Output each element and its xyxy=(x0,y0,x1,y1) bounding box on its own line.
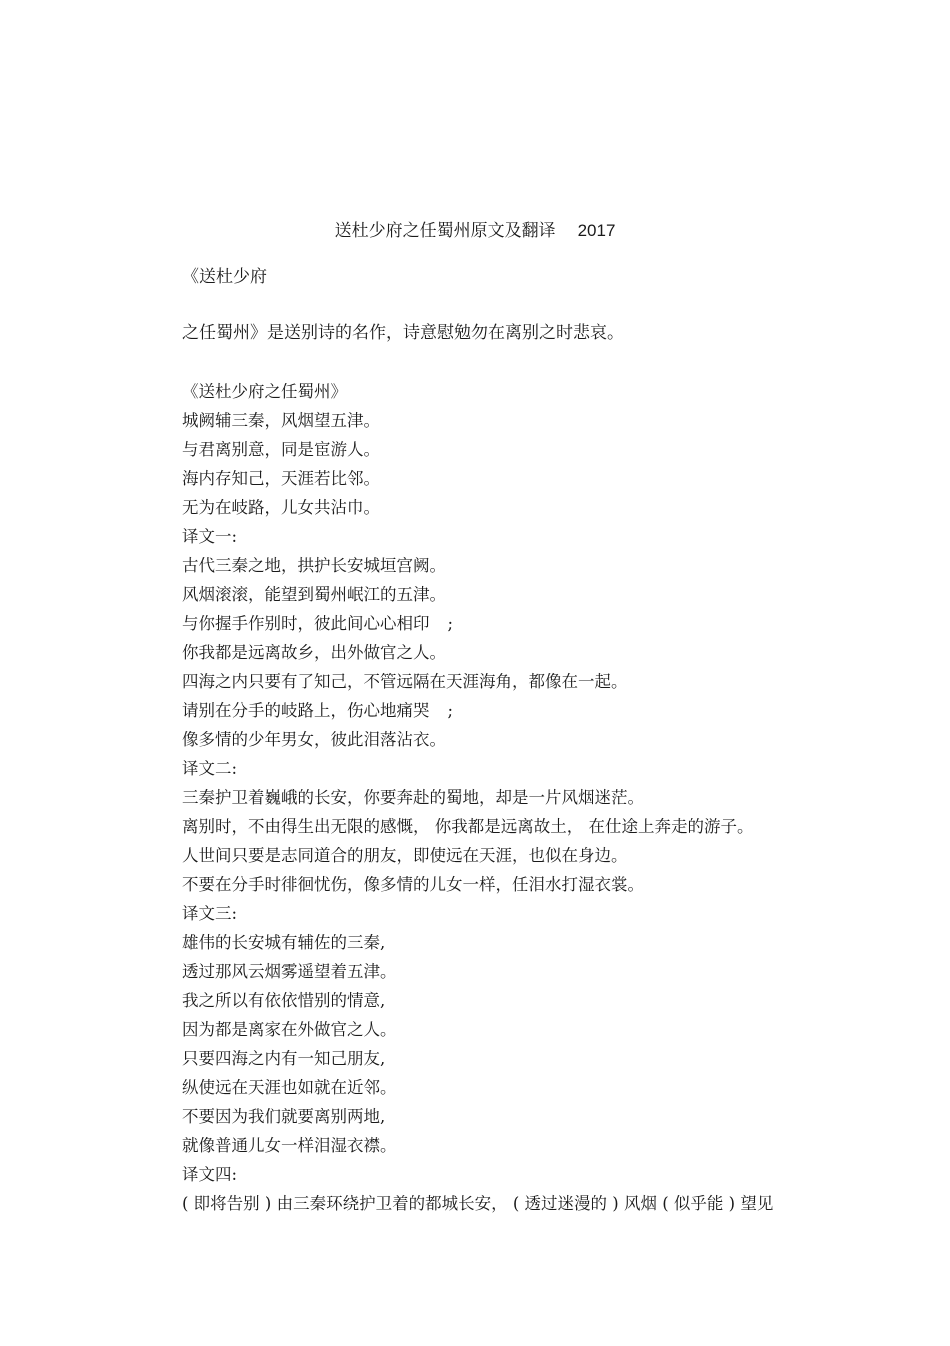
translation-line: 古代三秦之地，拱护长安城垣宫阙。 xyxy=(182,556,446,575)
translation-line: 你我都是远离故乡，出外做官之人。 xyxy=(182,643,446,662)
translation-text: 请别在分手的岐路上，伤心地痛哭 xyxy=(182,701,430,720)
translation-line: 透过那风云烟雾遥望着五津。 xyxy=(182,962,397,981)
translation-line: 只要四海之内有一知己朋友, xyxy=(182,1049,386,1068)
translation-line: 不要在分手时徘徊忧伤，像多情的儿女一样，任泪水打湿衣裳。 xyxy=(182,875,644,894)
intro-line-1: 《送杜少府 xyxy=(182,267,267,287)
poem-and-translations xyxy=(182,377,882,1218)
translation-line: 像多情的少年男女，彼此泪落沾衣。 xyxy=(182,730,446,749)
translation-line: 风烟滚滚，能望到蜀州岷江的五津。 xyxy=(182,585,446,604)
section-heading: 译文四: xyxy=(182,1165,238,1184)
line-suffix: ; xyxy=(447,701,454,720)
translation-line: 离别时，不由得生出无限的感慨， 你我都是远离故土， 在仕途上奔走的游子。 xyxy=(182,817,754,836)
translation-line xyxy=(182,696,882,725)
translation-line: 不要因为我们就要离别两地, xyxy=(182,1107,386,1126)
translation-line: 就像普通儿女一样泪湿衣襟。 xyxy=(182,1136,397,1155)
translation-line: ( 即将告别 ) 由三秦环绕护卫着的都城长安， ( 透过迷漫的 ) 风烟 ( 似乎能 ) 望见 xyxy=(182,1194,774,1213)
translation-line: 四海之内只要有了知己，不管远隔在天涯海角，都像在一起。 xyxy=(182,672,628,691)
translation-line: 三秦护卫着巍峨的长安，你要奔赴的蜀地，却是一片风烟迷茫。 xyxy=(182,788,644,807)
translation-line: 我之所以有依依惜别的情意, xyxy=(182,991,386,1010)
section-heading: 译文一: xyxy=(182,527,238,546)
document-title xyxy=(0,218,950,244)
translation-text: 与你握手作别时，彼此间心心相印 xyxy=(182,614,430,633)
poem-line: 无为在岐路，儿女共沾巾。 xyxy=(182,498,380,517)
section-heading: 译文三: xyxy=(182,904,238,923)
line-suffix: ; xyxy=(447,614,454,633)
poem-heading: 《送杜少府之任蜀州》 xyxy=(182,382,347,401)
title-text: 送杜少府之任蜀州原文及翻译 xyxy=(334,221,556,241)
title-year: 2017 xyxy=(577,221,616,240)
translation-line xyxy=(182,609,882,638)
translation-line: 雄伟的长安城有辅佐的三秦, xyxy=(182,933,386,952)
section-heading: 译文二: xyxy=(182,759,238,778)
poem-line: 城阙辅三秦，风烟望五津。 xyxy=(182,411,380,430)
poem-line: 海内存知己，天涯若比邻。 xyxy=(182,469,380,488)
translation-line: 人世间只要是志同道合的朋友，即使远在天涯，也似在身边。 xyxy=(182,846,628,865)
intro-line-2: 之任蜀州》是送别诗的名作，诗意慰勉勿在离别之时悲哀。 xyxy=(182,323,624,343)
translation-line: 因为都是离家在外做官之人。 xyxy=(182,1020,397,1039)
poem-line: 与君离别意，同是宦游人。 xyxy=(182,440,380,459)
translation-line: 纵使远在天涯也如就在近邻。 xyxy=(182,1078,397,1097)
